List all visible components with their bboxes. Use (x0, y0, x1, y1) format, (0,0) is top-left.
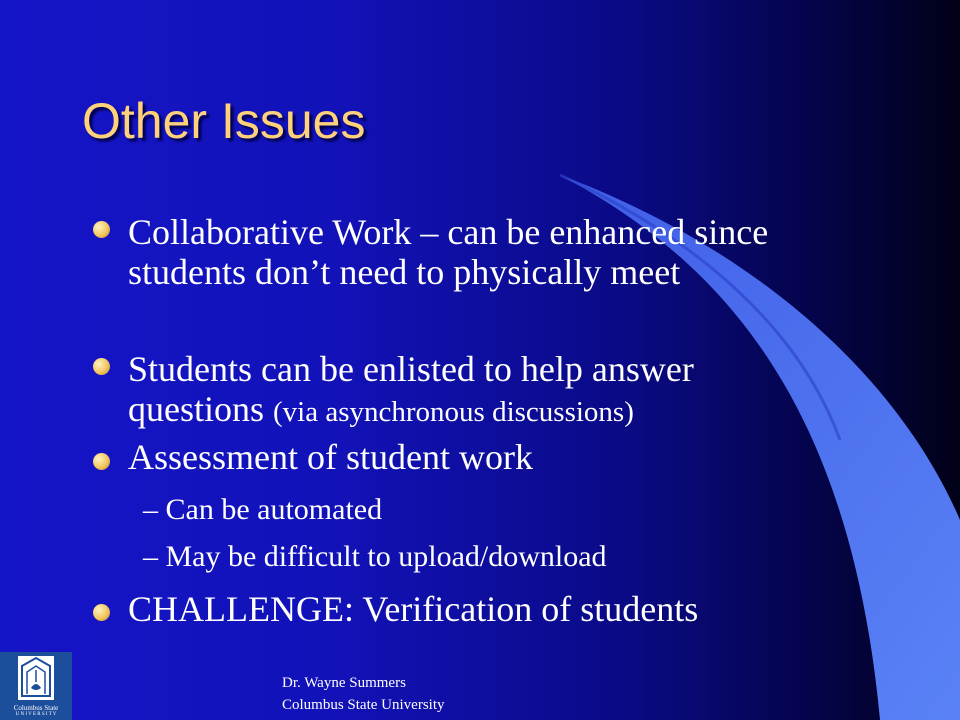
subbullet-automated (143, 492, 382, 528)
logo-line-2: U N I V E R S I T Y (15, 712, 57, 717)
bullet-dot (93, 453, 110, 470)
university-logo (0, 652, 72, 720)
bullet-assessment: Assessment of student work (128, 437, 533, 477)
logo-wordmark (0, 705, 72, 718)
slide-title: Other Issues (82, 93, 366, 149)
footer (282, 672, 445, 716)
bullet-collaborative-work: Collaborative Work – can be enhanced since students don’t need to physically meet (128, 212, 769, 292)
bullet-dot (93, 358, 110, 375)
subbullet-dash: – (143, 540, 158, 573)
subbullet-text: May be difficult to upload/download (165, 540, 607, 573)
footer-institution: Columbus State University (282, 697, 445, 713)
bullet-students-enlisted-text: Students can be enlisted to help answer questions (128, 349, 694, 429)
subbullet-dash: – (143, 493, 158, 526)
footer-author: Dr. Wayne Summers (282, 675, 406, 691)
subbullet-upload (143, 539, 607, 575)
bullet-challenge: CHALLENGE: Verification of students (128, 589, 699, 629)
bullet-students-enlisted-note: (via asynchronous discussions) (273, 396, 634, 428)
bullet-students-enlisted (128, 349, 808, 432)
logo-line-1: Columbus State (13, 704, 59, 712)
subbullet-text: Can be automated (165, 493, 383, 526)
bullet-dot (93, 604, 110, 621)
bullet-dot (93, 221, 110, 238)
